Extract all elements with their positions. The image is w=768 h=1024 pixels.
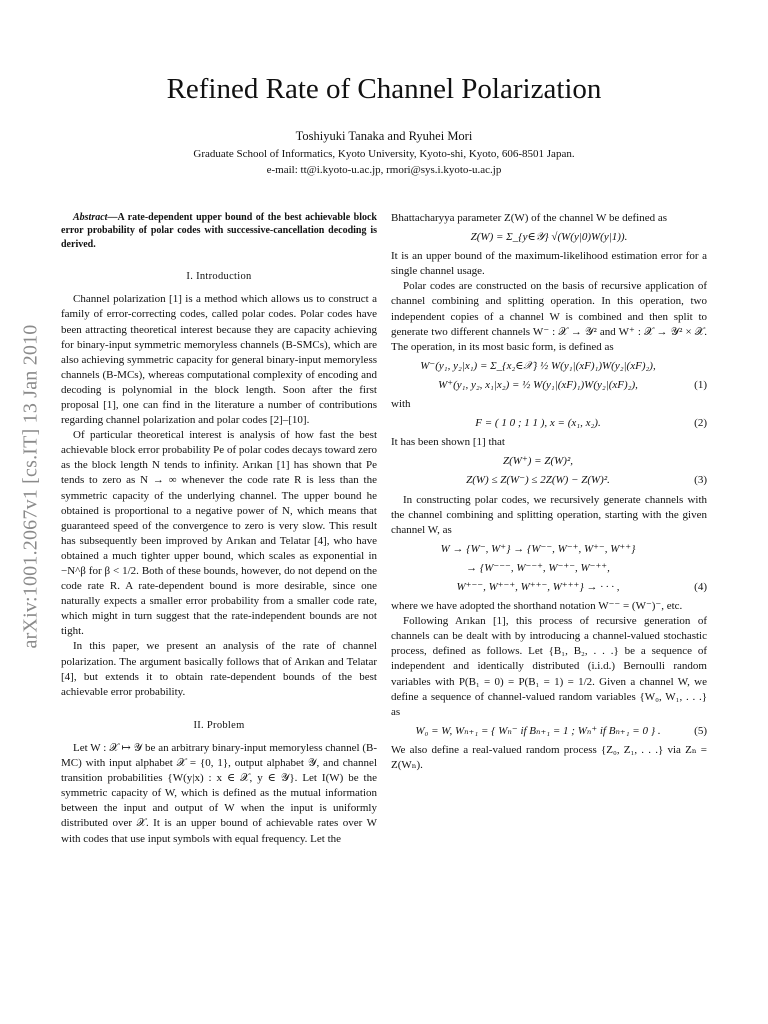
equation-1a xyxy=(391,359,707,374)
equation-2 xyxy=(391,416,707,431)
equation-3a-body: Z(W⁺) = Z(W)², xyxy=(503,455,573,468)
problem-paragraph-1: Let W : 𝒳 ↦ 𝒴 be an arbitrary binary-input memoryless channel (B-MC) with input alphabet 𝒳 = {0, 1}, output alphabet 𝒴, and channel transition probabilities {W(y|x) : x ∈ 𝒳, y ∈ 𝒴}. Let I(W) be the symmetric capacity of W, which is defined as the mutual information between the input and output of W when the input is uniformly distributed over 𝒳. It is an upper bound of achievable rates over W with codes that use input symbols with equal frequency. Let the xyxy=(61,741,377,845)
right-column xyxy=(391,211,707,773)
equation-5-number: (5) xyxy=(694,724,707,737)
ml-error-paragraph: It is an upper bound of the maximum-likelihood estimation error for a single channel usage. xyxy=(391,250,707,278)
shorthand-paragraph: where we have adopted the shorthand notation W⁻⁻ = (W⁻)⁻, etc. xyxy=(391,600,683,613)
equation-4a xyxy=(391,542,707,557)
equation-1a-body: W⁻(y₁, y₂|x₁) = Σ_{x₂∈𝒳} ½ W(y₁|(xF)₁)W(y₂|(xF)₂), xyxy=(420,359,656,372)
equation-4b xyxy=(391,561,707,576)
section-heading-introduction: I. Introduction xyxy=(186,271,252,283)
arxiv-identifier-text: arXiv:1001.2067v1 [cs.IT] 13 Jan 2010 xyxy=(19,323,42,649)
equation-4b-body: → {W⁻⁻⁻, W⁻⁻⁺, W⁻⁺⁻, W⁻⁺⁺, xyxy=(466,561,610,574)
equation-3b xyxy=(391,473,707,488)
intro-paragraph-1: Channel polarization [1] is a method which allows us to construct a family of error-correcting codes, called polar codes. Polar codes have been attracting theoretical interest because they are capacity achieving for binary-input symmetric memoryless channels (B-SMCs), which are also achieving symmetric capacity for general binary-input memoryless channels (B-MCs), whereas computational complexity of encoding and decoding is polynomial in the block length. Soon after the first proposal [1], one can find in the literature a number of contributions regarding channel polarization and polar codes [2]–[10]. xyxy=(61,293,377,427)
intro-paragraph-3: In this paper, we present an analysis of the rate of channel polarization. The argument basically follows that of Arıkan and Telatar [4], but extends it to obtain rate-dependent bounds of the best achievable error probability. xyxy=(61,640,377,698)
equation-5-body: W₀ = W, Wₙ₊₁ = { Wₙ⁻ if Bₙ₊₁ = 1 ; Wₙ⁺ if Bₙ₊₁ = 0 } . xyxy=(415,724,661,737)
equation-1-number: (1) xyxy=(694,378,707,391)
equation-4a-body: W → {W⁻, W⁺} → {W⁻⁻, W⁻⁺, W⁺⁻, W⁺⁺} xyxy=(440,542,636,555)
polar-construction-paragraph: Polar codes are constructed on the basis of recursive application of channel combining and splitting operation. In this operation, two independent copies of a channel W is combined and then split to generate two different channels W⁻ : 𝒳 → 𝒴² and W⁺ : 𝒳 → 𝒴² × 𝒳. The operation, in its most basic form, is defined as xyxy=(391,280,707,353)
abstract-label: Abstract xyxy=(73,212,108,223)
arxiv-identifier-stamp xyxy=(18,265,44,707)
abstract xyxy=(61,211,377,251)
real-process-paragraph: We also define a real-valued random process {Z₀, Z₁, . . .} via Zₙ = Z(Wₙ). xyxy=(391,743,707,771)
recursive-construction-paragraph: In constructing polar codes, we recursively generate channels with the channel combining and splitting operation, starting with the given channel W, as xyxy=(391,493,707,536)
equation-4c-body: W⁺⁻⁻, W⁺⁻⁺, W⁺⁺⁻, W⁺⁺⁺} → · · · , xyxy=(456,580,620,593)
intro-paragraph-2: Of particular theoretical interest is analysis of how fast the best achievable block error probability Pe of polar codes decays toward zero as the block length N tends to infinity. Arıkan [1] has shown that Pe tends to zero as N → ∞ whenever the code rate R is less than the symmetric capacity of the underlying channel. The upper bound he obtained is proportional to a negative power of N, which means that guaranteed speed of the convergence to zero is very slow. This result has subsequently been improved by Arıkan and Telatar [4], who have obtained a much tighter upper bound, which scales as exponential in −N^β for β < 1/2. Both of these bounds, however, do not depend on the code rate R. A rate-dependent bound is more desirable, since one naturally expects a smaller error probability from a smaller code rate, which might in turn suggest that the rate-independent bounds are not tight. xyxy=(61,429,377,638)
stochastic-process-paragraph: Following Arıkan [1], this process of recursive generation of channels can be dealt with by introducing a channel-valued stochastic process, defined as follows. Let {B₁, B₂, . . .} be a sequence of independent and identically distributed (i.i.d.) Bernoulli random variables with P(B₁ = 0) = P(B₁ = 1) = 1/2. Given a channel W, we define a sequence of channel-valued random variables {W₀, W₁, . . .} as xyxy=(391,615,707,718)
equation-2-body: F = ( 1 0 ; 1 1 ), x = (x₁, x₂). xyxy=(475,417,601,430)
left-column xyxy=(61,211,377,847)
abstract-text: —A rate-dependent upper bound of the best achievable block error probability of polar codes with successive-cancellation decoding is derived. xyxy=(61,212,377,250)
equation-1b xyxy=(391,378,707,393)
paper-authors: Toshiyuki Tanaka and Ryuhei Mori xyxy=(295,129,473,143)
equation-3b-body: Z(W) ≤ Z(W⁻) ≤ 2Z(W) − Z(W)². xyxy=(466,474,610,487)
equation-4c xyxy=(391,580,707,595)
equation-bhattacharyya-body: Z(W) = Σ_{y∈𝒴} √(W(y|0)W(y|1)). xyxy=(470,231,628,244)
equation-4-number: (4) xyxy=(694,580,707,593)
equation-3-number: (3) xyxy=(694,474,707,487)
paper-affiliation: Graduate School of Informatics, Kyoto University, Kyoto-shi, Kyoto, 606-8501 Japan. xyxy=(193,148,575,160)
shown-paragraph: It has been shown [1] that xyxy=(391,436,505,449)
equation-5 xyxy=(391,724,707,739)
with-word: with xyxy=(391,398,411,411)
paper-title: Refined Rate of Channel Polarization xyxy=(166,73,602,105)
section-heading-problem: II. Problem xyxy=(193,719,245,731)
equation-1b-body: W⁺(y₁, y₂, x₁|x₂) = ½ W(y₁|(xF)₁)W(y₂|(xF)₂), xyxy=(438,378,638,391)
equation-3a xyxy=(391,454,707,469)
bhattacharyya-paragraph: Bhattacharyya parameter Z(W) of the channel W be defined as xyxy=(391,212,667,224)
equation-2-number: (2) xyxy=(694,417,707,430)
equation-bhattacharyya xyxy=(391,230,707,245)
paper-email: e-mail: tt@i.kyoto-u.ac.jp, rmori@sys.i.kyoto-u.ac.jp xyxy=(266,164,502,176)
